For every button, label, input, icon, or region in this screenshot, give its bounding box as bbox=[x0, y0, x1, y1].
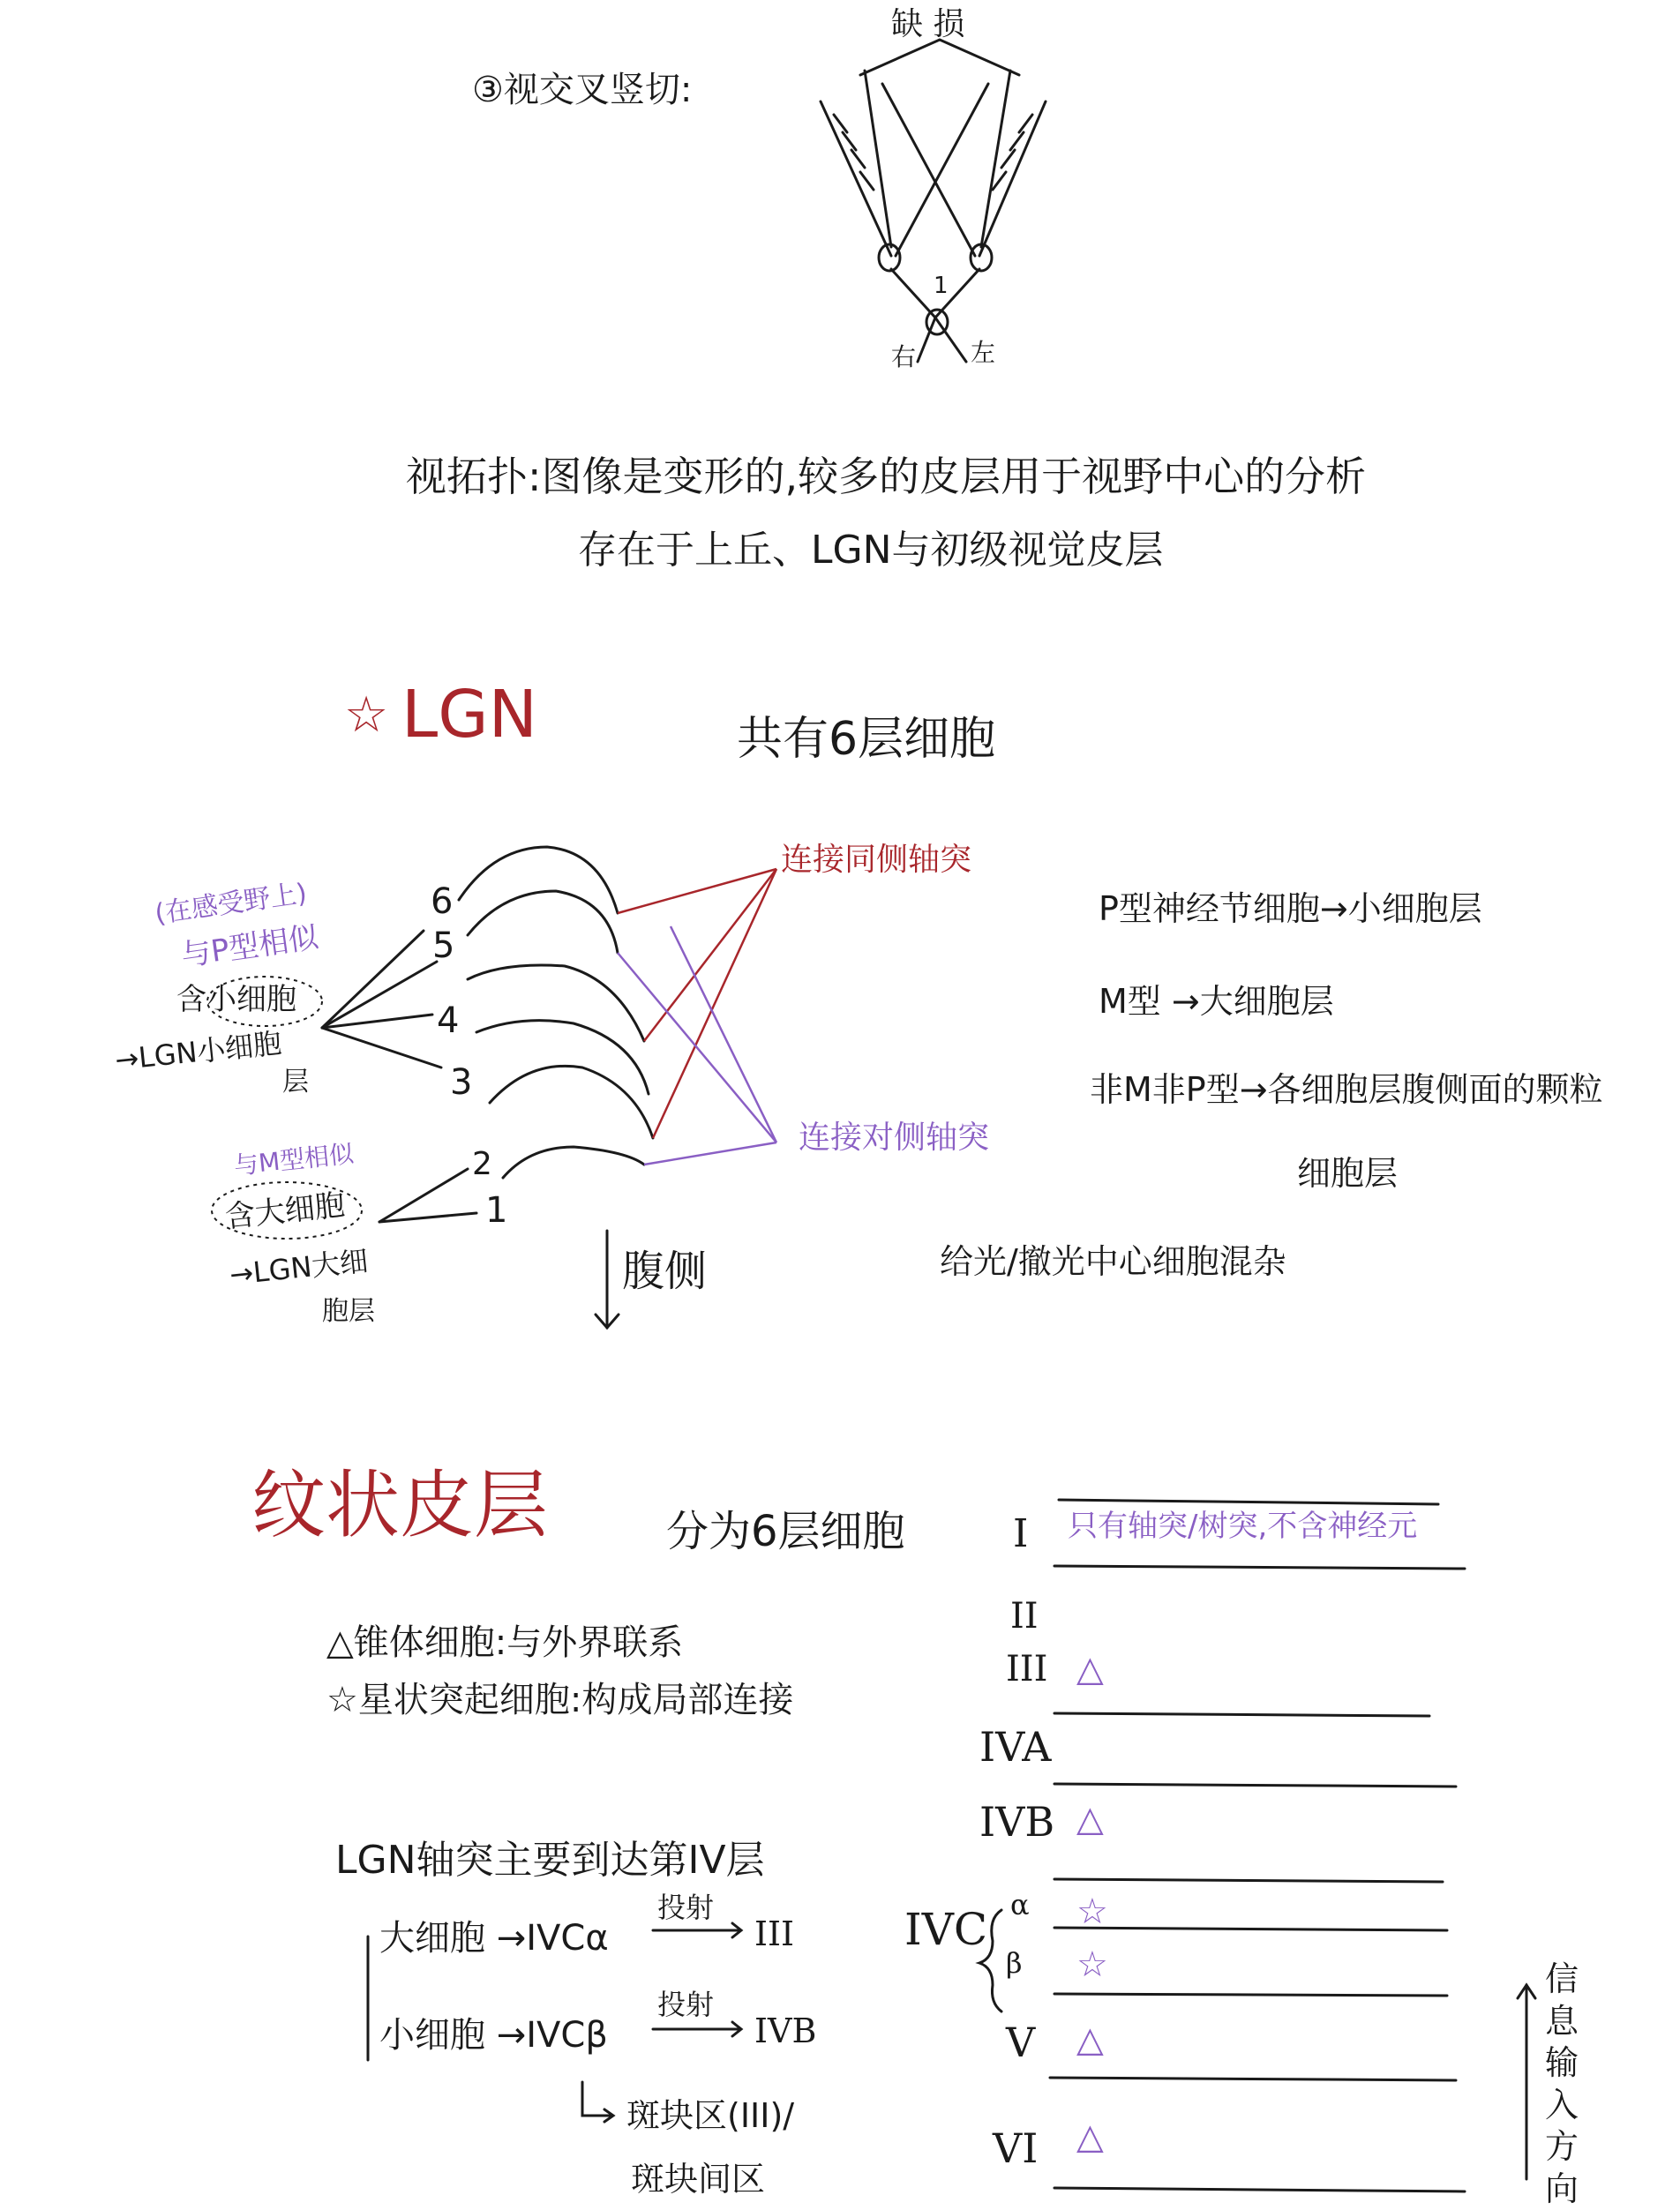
small-group-cell: 含小细胞 bbox=[176, 982, 296, 1017]
chiasm-one-label: 1 bbox=[934, 273, 949, 299]
lgn-layer-1: 1 bbox=[485, 1190, 508, 1231]
lgn-layer-6: 6 bbox=[431, 881, 454, 922]
type-p-text: P型神经节细胞→小细胞层 bbox=[1099, 889, 1482, 928]
layer-I-note: 只有轴突/树突,不含神经元 bbox=[1068, 1509, 1418, 1544]
optic-chiasm-heading: ③视交叉竖切: bbox=[472, 70, 693, 110]
lgn-layer-5: 5 bbox=[432, 925, 455, 966]
striate-subtitle: 分为6层细胞 bbox=[666, 1507, 905, 1556]
layer-V-triangle: △ bbox=[1076, 2019, 1104, 2060]
lgn-layer-3: 3 bbox=[450, 1062, 473, 1103]
large-group-layer2: 胞层 bbox=[322, 1296, 375, 1327]
connect-opposite-side-label: 连接对侧轴突 bbox=[799, 1120, 990, 1156]
lgn-layer-2: 2 bbox=[472, 1146, 492, 1182]
topology-note-line2: 存在于上丘、LGN与初级视觉皮层 bbox=[578, 528, 1164, 573]
lgn-subtitle: 共有6层细胞 bbox=[737, 713, 996, 766]
large-group-note: 与M型相似 bbox=[232, 1138, 356, 1181]
layer-alpha-label: α bbox=[1010, 1888, 1030, 1922]
type-non-text: 非M非P型→各细胞层腹侧面的颗粒 bbox=[1090, 1070, 1603, 1109]
mixing-text: 给光/撤光中心细胞混杂 bbox=[940, 1242, 1286, 1281]
type-m-text: M型 →大细胞层 bbox=[1099, 982, 1334, 1021]
lgn-title: LGN bbox=[401, 677, 537, 753]
lgn-axon-note: LGN轴突主要到达第IV层 bbox=[335, 1838, 765, 1883]
chiasm-left-label: 左 bbox=[971, 338, 996, 367]
topology-note-line1: 视拓扑:图像是变形的,较多的皮层用于视野中心的分析 bbox=[406, 453, 1367, 500]
projection-label-2: 投射 bbox=[657, 1988, 715, 2021]
layer-III-triangle: △ bbox=[1076, 1649, 1104, 1689]
layer-V-label: V bbox=[1006, 2019, 1036, 2066]
layer-IVC-label: IVC bbox=[904, 1904, 988, 1955]
layer-VI-label: VI bbox=[993, 2124, 1039, 2172]
large-group-layer1: →LGN大细 bbox=[228, 1243, 370, 1292]
chiasm-right-label: 右 bbox=[891, 342, 917, 371]
layer-VI-triangle: △ bbox=[1076, 2116, 1104, 2157]
info-direction-label: 信息输入方向 bbox=[1544, 1959, 1579, 2208]
small-group-note1: (在感受野上) bbox=[153, 878, 310, 930]
layer-II-label: II bbox=[1010, 1596, 1039, 1637]
layer-IVA-label: IVA bbox=[979, 1723, 1052, 1771]
connect-same-side-label: 连接同侧轴突 bbox=[781, 842, 972, 878]
layer-alpha-star: ☆ bbox=[1076, 1892, 1108, 1932]
large-group-cell: 含大细胞 bbox=[223, 1187, 347, 1236]
lgn-title-icon: ☆ bbox=[344, 686, 389, 744]
small-cell-target: IVB bbox=[754, 2011, 817, 2050]
type-non-text-2: 细胞层 bbox=[1297, 1154, 1399, 1193]
layer-III-label: III bbox=[1006, 1649, 1048, 1689]
optic-chiasm-diagram bbox=[821, 40, 1046, 362]
small-group-layer2: 层 bbox=[282, 1067, 309, 1098]
defect-label: 缺 损 bbox=[891, 6, 965, 42]
small-cell-path: 小细胞 →IVCβ bbox=[379, 2015, 608, 2056]
layer-I-label: I bbox=[1013, 1511, 1029, 1556]
layer-beta-label: β bbox=[1006, 1946, 1023, 1980]
blob-note-2: 斑块间区 bbox=[631, 2160, 766, 2199]
blob-note-1: 斑块区(III)/ bbox=[626, 2096, 795, 2135]
small-group-layer1: →LGN小细胞 bbox=[113, 1026, 283, 1077]
stellate-legend: ☆星状突起细胞:构成局部连接 bbox=[326, 1680, 794, 1720]
large-cell-target: III bbox=[754, 1914, 795, 1953]
layer-beta-star: ☆ bbox=[1076, 1944, 1108, 1985]
lgn-layers-diagram bbox=[322, 847, 653, 1328]
layer-IVB-label: IVB bbox=[979, 1798, 1055, 1846]
large-cell-path: 大细胞 →IVCα bbox=[379, 1918, 609, 1959]
pyramidal-legend: △锥体细胞:与外界联系 bbox=[326, 1622, 684, 1663]
layer-IVB-triangle: △ bbox=[1076, 1799, 1104, 1839]
striate-title: 纹状皮层 bbox=[251, 1462, 549, 1548]
projection-label-1: 投射 bbox=[657, 1891, 715, 1924]
ventral-label: 腹侧 bbox=[622, 1247, 708, 1296]
lgn-layer-4: 4 bbox=[437, 1000, 460, 1041]
small-group-note2: 与P型相似 bbox=[178, 919, 321, 974]
